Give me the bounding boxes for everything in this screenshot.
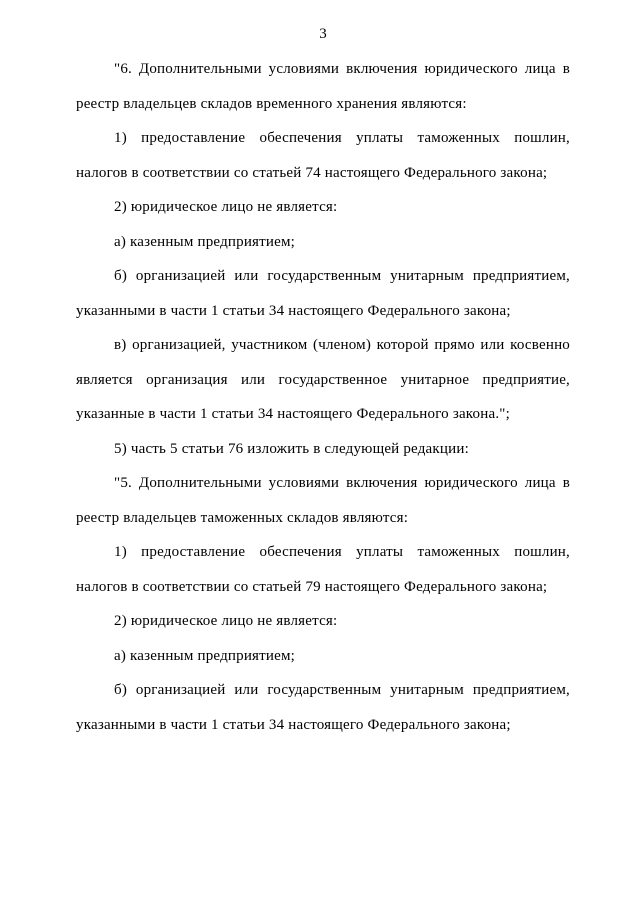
paragraph: 2) юридическое лицо не является: — [114, 199, 338, 215]
paragraph: а) казенным предприятием; — [114, 233, 296, 250]
paragraph: 1) предоставление обеспечения уплаты таможенных пошлин, налогов в соответствии со статьей 74 настоящего Федерального закона; — [76, 130, 570, 181]
paragraph: а) казенным предприятием; — [114, 647, 296, 664]
document-body — [76, 52, 570, 742]
paragraph: "6. Дополнительными условиями включения юридического лица в реестр владельцев складов временного хранения являются: — [76, 61, 570, 112]
paragraph: б) организацией или государственным унитарным предприятием, указанными в части 1 статьи 34 настоящего Федерального закона; — [76, 682, 570, 733]
paragraph: 1) предоставление обеспечения уплаты таможенных пошлин, налогов в соответствии со статьей 79 настоящего Федерального закона; — [76, 544, 570, 595]
paragraph: в) организацией, участником (членом) которой прямо или косвенно является организация или государственное унитарное предприятие, указанные в части 1 статьи 34 настоящего Федерального закона."; — [76, 337, 570, 422]
paragraph: 5) часть 5 статьи 76 изложить в следующей редакции: — [114, 440, 469, 457]
page-number: 3 — [319, 26, 327, 42]
paragraph: "5. Дополнительными условиями включения юридического лица в реестр владельцев таможенных складов являются: — [76, 475, 570, 526]
paragraph: б) организацией или государственным унитарным предприятием, указанными в части 1 статьи 34 настоящего Федерального закона; — [76, 268, 570, 319]
paragraph: 2) юридическое лицо не является: — [114, 613, 338, 629]
